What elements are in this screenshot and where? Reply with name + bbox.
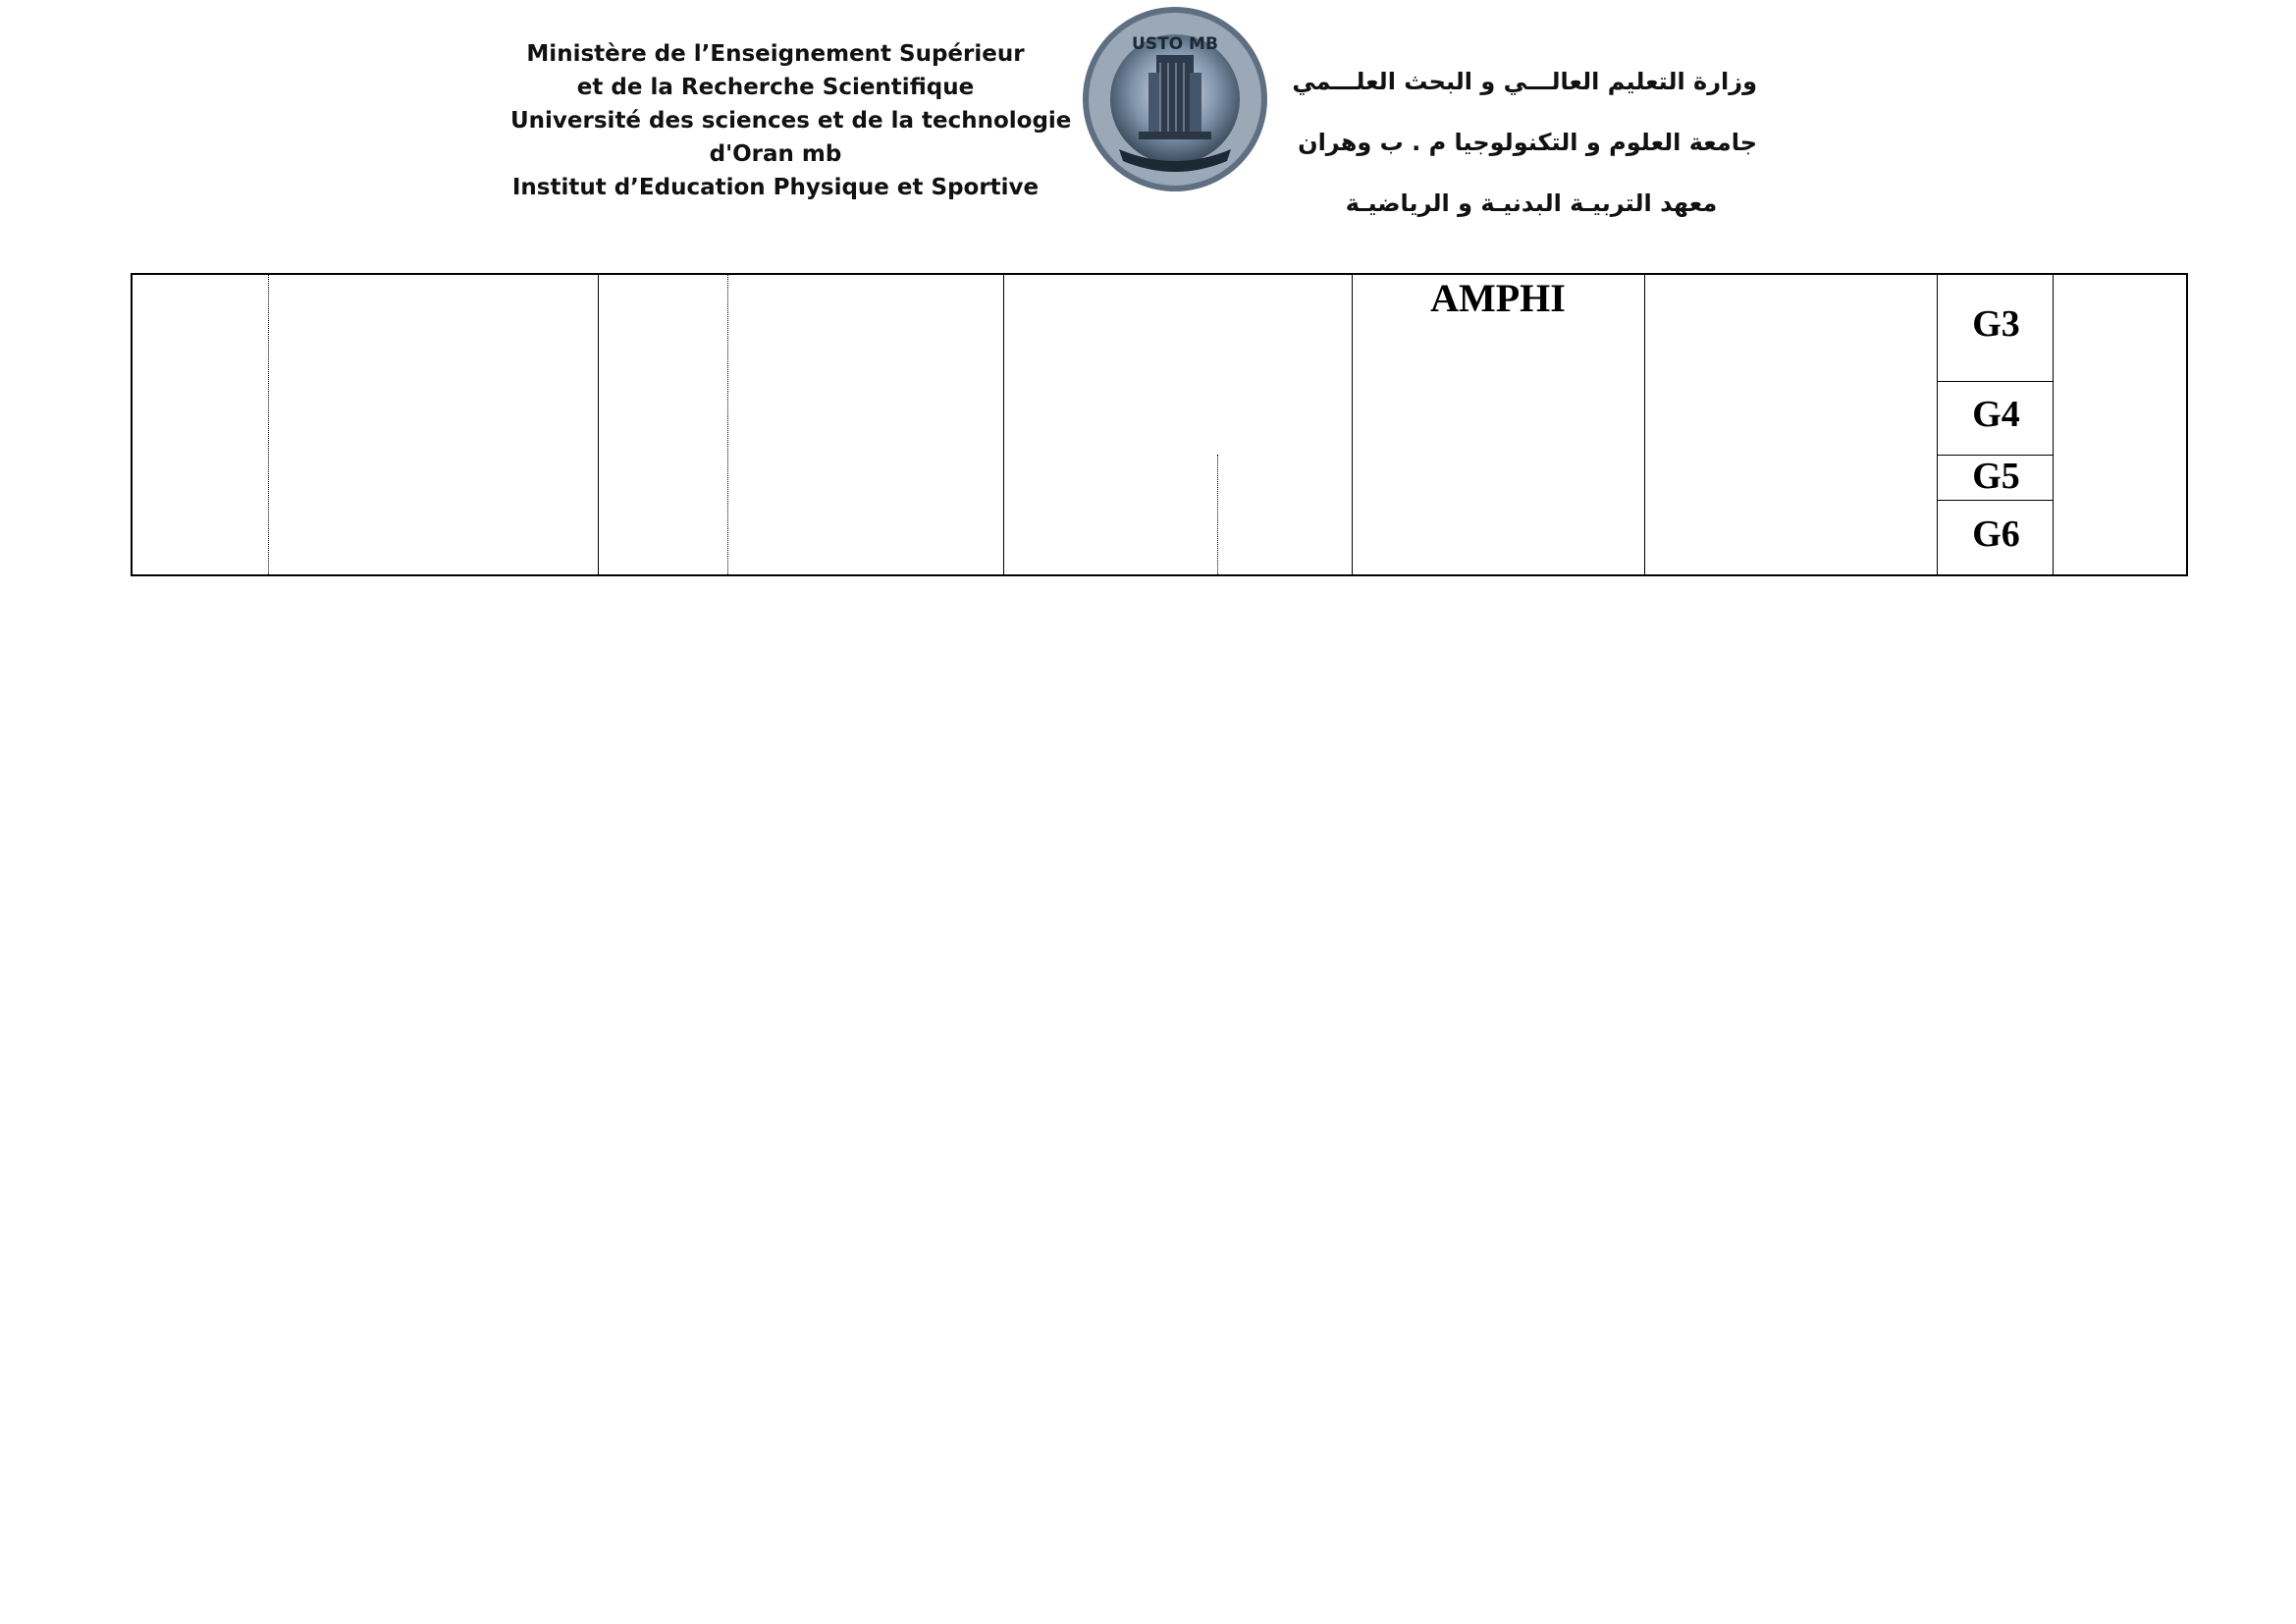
grid-divider xyxy=(1217,455,1218,574)
group-label: G4 xyxy=(1972,394,2020,435)
logo-text: USTO MB xyxy=(1132,34,1218,54)
group-label: G6 xyxy=(1972,514,2020,555)
group-divider xyxy=(1937,500,2053,501)
grid-divider xyxy=(268,275,269,574)
header-fr-line-2: et de la Recherche Scientifique xyxy=(576,75,975,100)
group-divider xyxy=(1937,381,2053,382)
header-fr-line-1: Ministère de l’Enseignement Supérieur xyxy=(526,41,1025,67)
group-label: G5 xyxy=(1972,456,2020,497)
university-logo xyxy=(1080,4,1270,194)
grid-divider xyxy=(1644,275,1645,574)
header-fr-line-3: Université des sciences et de la technologie xyxy=(510,108,1072,134)
group-label: G3 xyxy=(1972,303,2020,345)
header-arabic xyxy=(1292,51,1757,234)
header-french xyxy=(510,37,1072,204)
header-fr-line-4: d'Oran mb xyxy=(709,141,842,167)
grid-divider xyxy=(1937,275,1938,574)
header-ar-line-3: معهد التربيـة البدنيـة و الرياضيـة xyxy=(1345,189,1718,217)
room-label: AMPHI xyxy=(1430,276,1566,320)
header-ar-line-1: وزارة التعليم العالـــي و البحث العلـــمي xyxy=(1292,68,1757,95)
header-ar-line-2: جامعة العلوم و التكنولوجيا م . ب وهران xyxy=(1298,129,1757,156)
grid-divider xyxy=(1003,275,1004,574)
timetable-grid xyxy=(131,273,2188,576)
grid-divider xyxy=(598,275,599,574)
grid-divider xyxy=(727,275,728,574)
header-fr-line-5: Institut d’Education Physique et Sportive xyxy=(511,175,1040,200)
